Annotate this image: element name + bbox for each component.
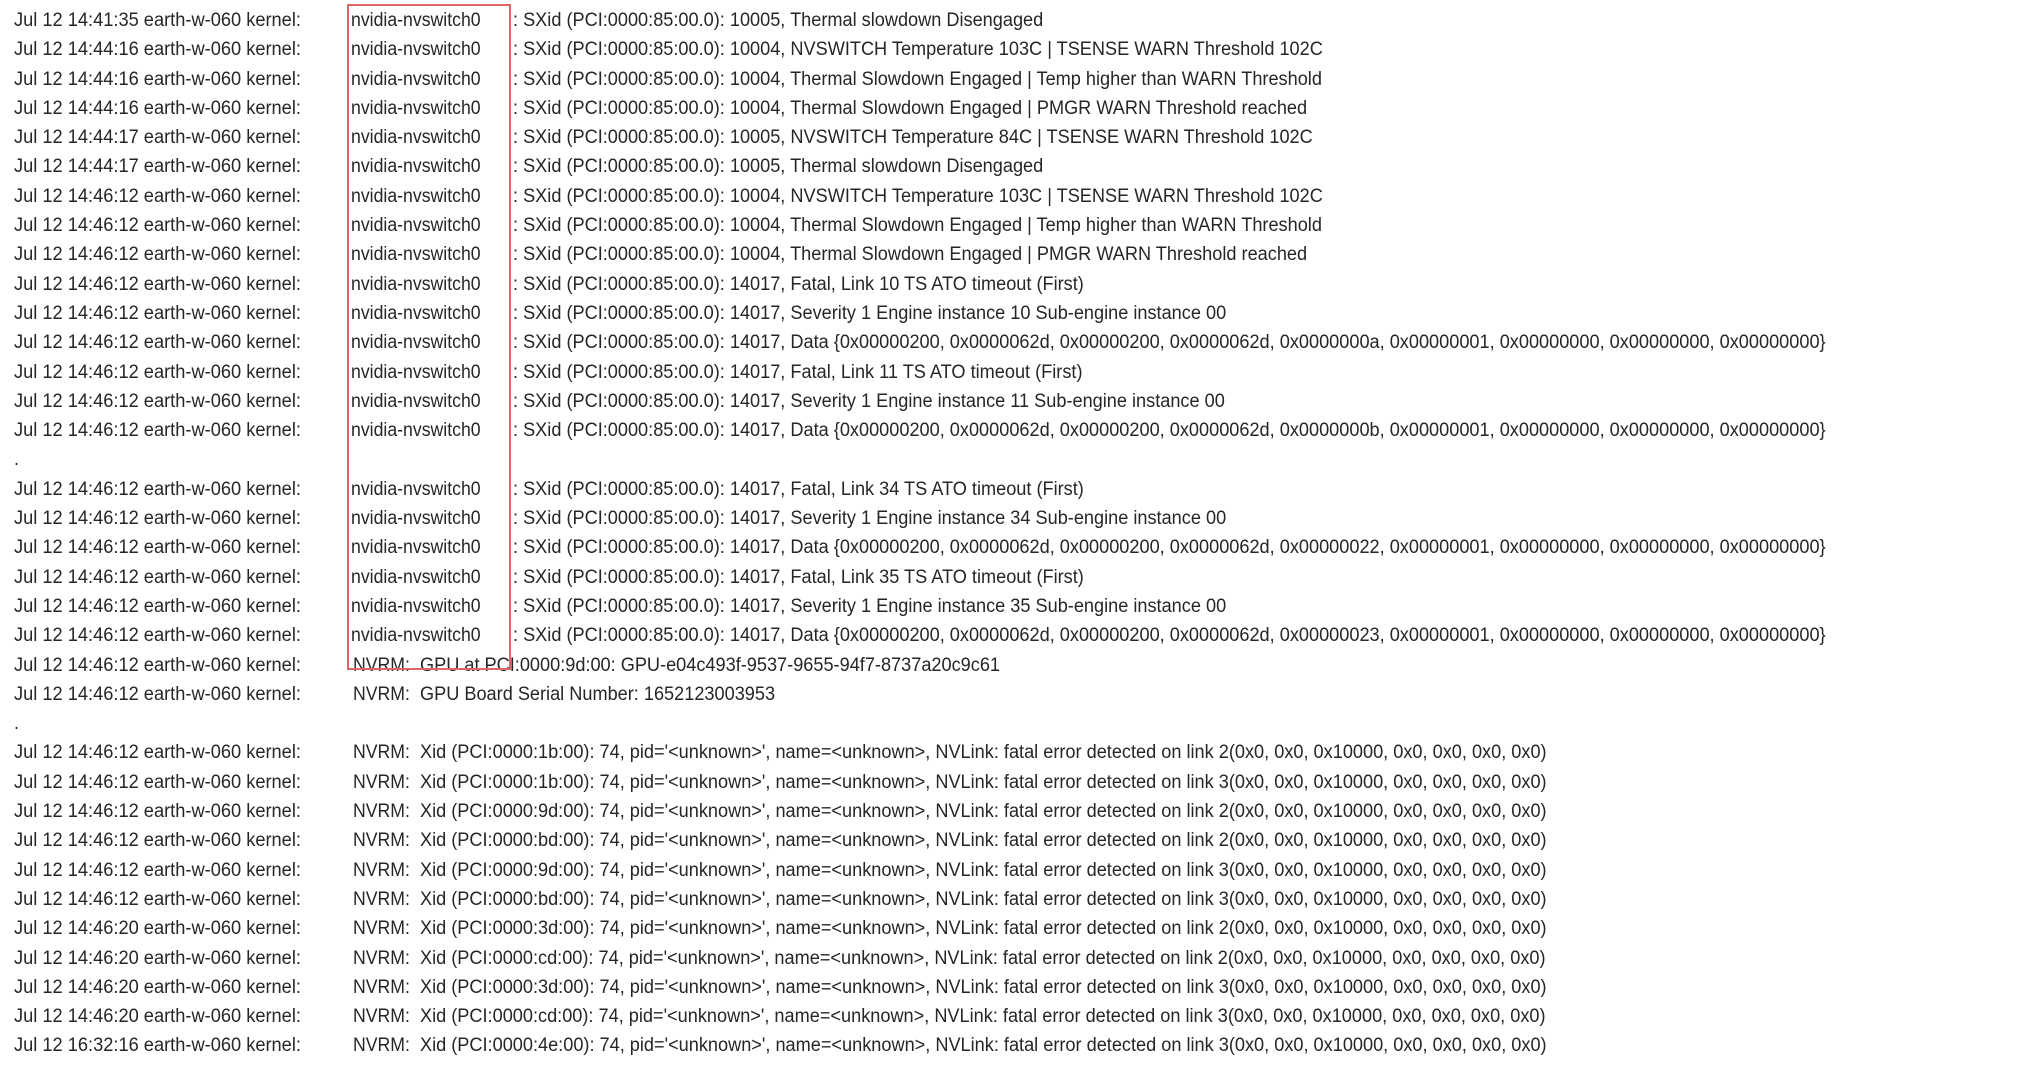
log-line-source (347, 416, 513, 445)
log-line-source (347, 885, 420, 914)
log-line-source (347, 270, 513, 299)
log-line-message-text: Xid (PCI:0000:3d:00): 74, pid='<unknown>', name=<unknown>, NVLink: fatal error detected on link 2(0x0, 0x0, 0x10000, 0x0, 0x0, 0x0, 0x0) (420, 918, 1547, 940)
log-line-message-text: Xid (PCI:0000:9d:00): 74, pid='<unknown>', name=<unknown>, NVLink: fatal error detected on link 3(0x0, 0x0, 0x10000, 0x0, 0x0, 0x0, 0x0) (420, 859, 1547, 881)
log-line-source (347, 387, 513, 416)
log-line-message-text: : SXid (PCI:0000:85:00.0): 14017, Severity 1 Engine instance 35 Sub-engine instance 00 (513, 595, 1227, 617)
log-separator (14, 445, 1887, 474)
log-line (14, 270, 1887, 299)
log-line-message (513, 475, 1111, 504)
log-line-source (347, 973, 420, 1002)
log-line-prefix (14, 973, 347, 1002)
log-line-message-text: : SXid (PCI:0000:85:00.0): 10005, NVSWITCH Temperature 84C | TSENSE WARN Threshold 102C (513, 127, 1313, 149)
log-line-prefix (14, 445, 347, 474)
log-line-prefix (14, 944, 347, 973)
log-line (14, 504, 1887, 533)
log-line (14, 621, 1887, 650)
nvswitch-source-label: nvidia-nvswitch0 (351, 156, 481, 178)
nvswitch-source-label: nvidia-nvswitch0 (351, 97, 481, 119)
log-line-prefix (14, 738, 347, 767)
log-line (14, 1031, 1887, 1060)
log-line (14, 182, 1887, 211)
log-line-timestamp-host: Jul 12 14:46:12 earth-w-060 kernel: (14, 859, 301, 881)
log-line-message-text: : SXid (PCI:0000:85:00.0): 14017, Severity 1 Engine instance 34 Sub-engine instance 00 (513, 508, 1227, 530)
log-line-message-text: : SXid (PCI:0000:85:00.0): 14017, Fatal, Link 10 TS ATO timeout (First) (513, 273, 1084, 295)
log-line-message (513, 416, 1887, 445)
log-line-message (420, 1031, 1600, 1060)
log-line-message-text: : SXid (PCI:0000:85:00.0): 10005, Thermal slowdown Disengaged (513, 156, 1044, 178)
log-line-prefix (14, 768, 347, 797)
log-line-timestamp-host: Jul 12 14:46:12 earth-w-060 kernel: (14, 625, 301, 647)
log-line-message (513, 533, 1887, 562)
nvswitch-source-label: nvidia-nvswitch0 (351, 332, 481, 354)
log-line-message (513, 387, 1258, 416)
nvrm-source-label: NVRM: (353, 859, 410, 881)
log-line-source (347, 1031, 420, 1060)
nvrm-source-label: NVRM: (353, 654, 410, 676)
log-line-message (420, 651, 1027, 680)
kernel-log (14, 6, 1887, 1061)
log-line-message (513, 240, 1345, 269)
log-line-message-text: Xid (PCI:0000:9d:00): 74, pid='<unknown>', name=<unknown>, NVLink: fatal error detected on link 2(0x0, 0x0, 0x10000, 0x0, 0x0, 0x0, 0x0) (420, 801, 1547, 823)
log-line-prefix (14, 358, 347, 387)
log-line (14, 533, 1887, 562)
log-line-message (513, 94, 1345, 123)
log-line-prefix (14, 1002, 347, 1031)
log-line-prefix (14, 65, 347, 94)
log-line (14, 680, 1887, 709)
log-line-source (347, 944, 420, 973)
log-line-prefix (14, 1031, 347, 1060)
nvswitch-source-label: nvidia-nvswitch0 (351, 68, 481, 90)
log-line-message (513, 621, 1887, 650)
log-line-timestamp-host: Jul 12 14:41:35 earth-w-060 kernel: (14, 10, 301, 31)
log-line-message (513, 358, 1109, 387)
log-line-message (513, 299, 1260, 328)
log-line-prefix (14, 387, 347, 416)
log-line-prefix (14, 123, 347, 152)
nvswitch-source-label: nvidia-nvswitch0 (351, 625, 481, 647)
log-line-timestamp-host: Jul 12 14:46:12 earth-w-060 kernel: (14, 332, 301, 354)
log-line-message (420, 680, 792, 709)
log-line-message (420, 826, 1600, 855)
log-line-source (347, 563, 513, 592)
log-line-message-text: : SXid (PCI:0000:85:00.0): 14017, Severity 1 Engine instance 11 Sub-engine instance 00 (513, 390, 1225, 412)
log-line-prefix (14, 152, 347, 181)
nvrm-source-label: NVRM: (353, 1006, 410, 1028)
log-line (14, 387, 1887, 416)
log-line-source (347, 123, 513, 152)
log-line-prefix (14, 651, 347, 680)
log-line-message-text: : SXid (PCI:0000:85:00.0): 14017, Fatal, Link 11 TS ATO timeout (First) (513, 361, 1083, 383)
log-line (14, 1002, 1887, 1031)
log-line-prefix (14, 856, 347, 885)
log-line (14, 123, 1887, 152)
nvswitch-source-label: nvidia-nvswitch0 (351, 215, 481, 237)
log-line-prefix (14, 680, 347, 709)
nvrm-source-label: NVRM: (353, 918, 410, 940)
log-line-message-text: : SXid (PCI:0000:85:00.0): 10004, Thermal Slowdown Engaged | PMGR WARN Threshold reached (513, 97, 1308, 119)
log-line-message-text: GPU Board Serial Number: 1652123003953 (420, 683, 776, 705)
log-line-message (513, 328, 1887, 357)
log-line (14, 563, 1887, 592)
nvswitch-source-label: nvidia-nvswitch0 (351, 478, 481, 500)
nvswitch-source-label: nvidia-nvswitch0 (351, 244, 481, 266)
log-line-timestamp-host: Jul 12 14:44:17 earth-w-060 kernel: (14, 127, 301, 149)
log-line-message (513, 504, 1260, 533)
log-line-message-text: : SXid (PCI:0000:85:00.0): 14017, Fatal, Link 35 TS ATO timeout (First) (513, 566, 1084, 588)
log-line-message-text: : SXid (PCI:0000:85:00.0): 10005, Thermal slowdown Disengaged (513, 10, 1044, 31)
log-line-timestamp-host: . (14, 713, 20, 735)
log-line-source (347, 738, 420, 767)
log-separator (14, 709, 1887, 738)
log-line (14, 6, 1887, 35)
log-line-prefix (14, 94, 347, 123)
nvrm-source-label: NVRM: (353, 683, 410, 705)
nvswitch-source-label: nvidia-nvswitch0 (351, 273, 481, 295)
log-line-message-text: : SXid (PCI:0000:85:00.0): 14017, Data {0x00000200, 0x0000062d, 0x00000200, 0x0000062d, 0x0000000a, 0x00000001, 0x00000000, 0x00000000, 0x00000000} (513, 332, 1826, 354)
log-line-timestamp-host: Jul 12 14:46:12 earth-w-060 kernel: (14, 537, 301, 559)
log-line (14, 35, 1887, 64)
log-line-source (347, 6, 513, 35)
nvswitch-source-label: nvidia-nvswitch0 (351, 508, 481, 530)
log-line-source (347, 1002, 420, 1031)
log-line (14, 416, 1887, 445)
log-line-prefix (14, 709, 347, 738)
log-line-source (347, 621, 513, 650)
log-line-message-text: Xid (PCI:0000:1b:00): 74, pid='<unknown>', name=<unknown>, NVLink: fatal error detected on link 3(0x0, 0x0, 0x10000, 0x0, 0x0, 0x0, 0x0) (420, 771, 1547, 793)
log-line (14, 738, 1887, 767)
log-line-message (513, 6, 1068, 35)
log-line-source (347, 768, 420, 797)
log-line (14, 856, 1887, 885)
log-line-timestamp-host: Jul 12 14:46:12 earth-w-060 kernel: (14, 244, 301, 266)
log-line-message-text: Xid (PCI:0000:3d:00): 74, pid='<unknown>', name=<unknown>, NVLink: fatal error detected on link 3(0x0, 0x0, 0x10000, 0x0, 0x0, 0x0, 0x0) (420, 976, 1547, 998)
log-line-message-text: Xid (PCI:0000:1b:00): 74, pid='<unknown>', name=<unknown>, NVLink: fatal error detected on link 2(0x0, 0x0, 0x10000, 0x0, 0x0, 0x0, 0x0) (420, 742, 1547, 764)
log-line-message-text: : SXid (PCI:0000:85:00.0): 10004, Thermal Slowdown Engaged | Temp higher than WARN Threshold (513, 215, 1322, 237)
log-line-message (420, 768, 1600, 797)
log-line (14, 475, 1887, 504)
log-line-timestamp-host: Jul 12 14:46:12 earth-w-060 kernel: (14, 683, 301, 705)
log-line (14, 914, 1887, 943)
log-line-message (513, 65, 1360, 94)
log-line-message (513, 123, 1350, 152)
log-line-message-text: : SXid (PCI:0000:85:00.0): 14017, Data {0x00000200, 0x0000062d, 0x00000200, 0x0000062d, 0x00000023, 0x00000001, 0x00000000, 0x00000000, 0x00000000} (513, 625, 1826, 647)
log-line-source (347, 358, 513, 387)
nvswitch-source-label: nvidia-nvswitch0 (351, 302, 481, 324)
log-line-message-text: : SXid (PCI:0000:85:00.0): 10004, NVSWITCH Temperature 103C | TSENSE WARN Threshold 102C (513, 39, 1323, 61)
log-line-prefix (14, 240, 347, 269)
nvrm-source-label: NVRM: (353, 771, 410, 793)
log-line-prefix (14, 592, 347, 621)
nvswitch-source-label: nvidia-nvswitch0 (351, 566, 481, 588)
log-line (14, 328, 1887, 357)
log-line-source (347, 914, 420, 943)
log-line-message (513, 182, 1361, 211)
log-line-message (420, 1002, 1599, 1031)
log-line-prefix (14, 6, 347, 35)
log-line-message-text: : SXid (PCI:0000:85:00.0): 10004, NVSWITCH Temperature 103C | TSENSE WARN Threshold 102C (513, 185, 1323, 207)
log-line-message-text: : SXid (PCI:0000:85:00.0): 14017, Data {0x00000200, 0x0000062d, 0x00000200, 0x0000062d, 0x0000000b, 0x00000001, 0x00000000, 0x00000000, 0x00000000} (513, 420, 1826, 442)
log-line (14, 358, 1887, 387)
log-line (14, 768, 1887, 797)
log-line (14, 65, 1887, 94)
log-line-prefix (14, 35, 347, 64)
log-line-source (347, 240, 513, 269)
log-line-prefix (14, 270, 347, 299)
log-line (14, 797, 1887, 826)
log-line-message (513, 211, 1360, 240)
log-line-timestamp-host: Jul 12 14:46:12 earth-w-060 kernel: (14, 508, 301, 530)
log-line-source (347, 475, 513, 504)
log-line-timestamp-host: Jul 12 14:46:12 earth-w-060 kernel: (14, 273, 301, 295)
log-line-timestamp-host: Jul 12 14:44:16 earth-w-060 kernel: (14, 39, 301, 61)
nvswitch-source-label: nvidia-nvswitch0 (351, 127, 481, 149)
log-line-timestamp-host: Jul 12 14:46:20 earth-w-060 kernel: (14, 918, 301, 940)
log-line-message-text: : SXid (PCI:0000:85:00.0): 14017, Data {0x00000200, 0x0000062d, 0x00000200, 0x0000062d, 0x00000022, 0x00000001, 0x00000000, 0x00000000, 0x00000000} (513, 537, 1826, 559)
nvrm-source-label: NVRM: (353, 830, 410, 852)
nvrm-source-label: NVRM: (353, 801, 410, 823)
log-line-timestamp-host: Jul 12 14:46:12 earth-w-060 kernel: (14, 478, 301, 500)
log-line-prefix (14, 182, 347, 211)
log-line-prefix (14, 914, 347, 943)
log-line-timestamp-host: Jul 12 14:46:12 earth-w-060 kernel: (14, 566, 301, 588)
log-line-source (347, 35, 513, 64)
log-line-message (513, 270, 1111, 299)
log-line-message (513, 563, 1111, 592)
nvrm-source-label: NVRM: (353, 742, 410, 764)
log-line-message (420, 944, 1599, 973)
log-line (14, 885, 1887, 914)
log-line-source (347, 797, 420, 826)
log-line-source (347, 592, 513, 621)
log-line-timestamp-host: Jul 12 14:46:12 earth-w-060 kernel: (14, 390, 301, 412)
nvrm-source-label: NVRM: (353, 947, 410, 969)
log-line-message-text: Xid (PCI:0000:bd:00): 74, pid='<unknown>', name=<unknown>, NVLink: fatal error detected on link 3(0x0, 0x0, 0x10000, 0x0, 0x0, 0x0, 0x0) (420, 888, 1547, 910)
log-line-timestamp-host: Jul 12 14:46:20 earth-w-060 kernel: (14, 947, 301, 969)
log-line-timestamp-host: Jul 12 14:46:12 earth-w-060 kernel: (14, 361, 301, 383)
log-line-source (347, 182, 513, 211)
log-line-timestamp-host: Jul 12 14:46:12 earth-w-060 kernel: (14, 654, 301, 676)
log-line (14, 973, 1887, 1002)
nvswitch-source-label: nvidia-nvswitch0 (351, 10, 481, 31)
log-line-prefix (14, 885, 347, 914)
nvswitch-source-label: nvidia-nvswitch0 (351, 595, 481, 617)
log-line-prefix (14, 328, 347, 357)
nvrm-source-label: NVRM: (353, 976, 410, 998)
log-line-timestamp-host: Jul 12 14:46:12 earth-w-060 kernel: (14, 888, 301, 910)
nvswitch-source-label: nvidia-nvswitch0 (351, 39, 481, 61)
log-line-timestamp-host: Jul 12 14:44:16 earth-w-060 kernel: (14, 97, 301, 119)
log-line (14, 94, 1887, 123)
log-line-message-text: Xid (PCI:0000:4e:00): 74, pid='<unknown>', name=<unknown>, NVLink: fatal error detected on link 3(0x0, 0x0, 0x10000, 0x0, 0x0, 0x0, 0x0) (420, 1035, 1547, 1057)
log-line-prefix (14, 797, 347, 826)
log-line-timestamp-host: Jul 12 14:46:12 earth-w-060 kernel: (14, 420, 301, 442)
log-line-message-text: : SXid (PCI:0000:85:00.0): 10004, Thermal Slowdown Engaged | Temp higher than WARN Threshold (513, 68, 1322, 90)
log-line-timestamp-host: Jul 12 14:46:12 earth-w-060 kernel: (14, 595, 301, 617)
log-line-message-text: : SXid (PCI:0000:85:00.0): 14017, Severity 1 Engine instance 10 Sub-engine instance 00 (513, 302, 1227, 324)
nvrm-source-label: NVRM: (353, 888, 410, 910)
log-line-message-text: GPU at PCI:0000:9d:00: GPU-e04c493f-9537-9655-94f7-8737a20c9c61 (420, 654, 1001, 676)
nvswitch-source-label: nvidia-nvswitch0 (351, 185, 481, 207)
log-line-prefix (14, 299, 347, 328)
log-line-message (420, 885, 1600, 914)
log-line-timestamp-host: Jul 12 14:46:20 earth-w-060 kernel: (14, 976, 301, 998)
log-line (14, 651, 1887, 680)
log-line (14, 152, 1887, 181)
log-line-source (347, 826, 420, 855)
log-line-source (347, 504, 513, 533)
log-line-message (513, 592, 1260, 621)
log-line-prefix (14, 504, 347, 533)
log-line-source (347, 211, 513, 240)
nvswitch-source-label: nvidia-nvswitch0 (351, 420, 481, 442)
log-line (14, 240, 1887, 269)
log-line-timestamp-host: Jul 12 14:44:17 earth-w-060 kernel: (14, 156, 301, 178)
log-line-source (347, 856, 420, 885)
log-line-message (513, 152, 1068, 181)
log-line-source (347, 533, 513, 562)
nvswitch-source-label: nvidia-nvswitch0 (351, 361, 481, 383)
log-line-prefix (14, 563, 347, 592)
log-line-message (420, 797, 1600, 826)
log-line-message-text: : SXid (PCI:0000:85:00.0): 10004, Thermal Slowdown Engaged | PMGR WARN Threshold reached (513, 244, 1308, 266)
log-line-timestamp-host: Jul 12 14:46:20 earth-w-060 kernel: (14, 1006, 301, 1028)
log-line-source (347, 651, 420, 680)
nvswitch-source-label: nvidia-nvswitch0 (351, 537, 481, 559)
log-line-message-text: Xid (PCI:0000:cd:00): 74, pid='<unknown>', name=<unknown>, NVLink: fatal error detected on link 2(0x0, 0x0, 0x10000, 0x0, 0x0, 0x0, 0x0) (420, 947, 1546, 969)
log-line-timestamp-host: Jul 12 14:46:12 earth-w-060 kernel: (14, 215, 301, 237)
log-line-timestamp-host: Jul 12 14:46:12 earth-w-060 kernel: (14, 771, 301, 793)
log-line (14, 826, 1887, 855)
log-line-message (420, 738, 1600, 767)
log-line (14, 944, 1887, 973)
log-line-timestamp-host: Jul 12 14:46:12 earth-w-060 kernel: (14, 742, 301, 764)
nvrm-source-label: NVRM: (353, 1035, 410, 1057)
log-line (14, 592, 1887, 621)
log-line-prefix (14, 533, 347, 562)
log-line-timestamp-host: Jul 12 14:46:12 earth-w-060 kernel: (14, 302, 301, 324)
log-line-timestamp-host: Jul 12 16:32:16 earth-w-060 kernel: (14, 1035, 301, 1057)
log-line-message-text: : SXid (PCI:0000:85:00.0): 14017, Fatal, Link 34 TS ATO timeout (First) (513, 478, 1084, 500)
log-line-message (420, 914, 1600, 943)
log-line-timestamp-host: Jul 12 14:46:12 earth-w-060 kernel: (14, 185, 301, 207)
log-line-timestamp-host: Jul 12 14:46:12 earth-w-060 kernel: (14, 801, 301, 823)
log-line-timestamp-host: . (14, 449, 20, 471)
log-line-source (347, 65, 513, 94)
log-line-prefix (14, 211, 347, 240)
log-line-timestamp-host: Jul 12 14:44:16 earth-w-060 kernel: (14, 68, 301, 90)
log-line-prefix (14, 826, 347, 855)
log-line-message-text: Xid (PCI:0000:cd:00): 74, pid='<unknown>', name=<unknown>, NVLink: fatal error detected on link 3(0x0, 0x0, 0x10000, 0x0, 0x0, 0x0, 0x0) (420, 1006, 1546, 1028)
log-line-message (513, 35, 1361, 64)
log-line-message (420, 973, 1600, 1002)
log-line (14, 299, 1887, 328)
log-line-source (347, 328, 513, 357)
log-line-message (420, 856, 1600, 885)
log-line-prefix (14, 416, 347, 445)
log-line-timestamp-host: Jul 12 14:46:12 earth-w-060 kernel: (14, 830, 301, 852)
log-line-prefix (14, 475, 347, 504)
log-line-message-text: Xid (PCI:0000:bd:00): 74, pid='<unknown>', name=<unknown>, NVLink: fatal error detected on link 2(0x0, 0x0, 0x10000, 0x0, 0x0, 0x0, 0x0) (420, 830, 1547, 852)
log-line (14, 211, 1887, 240)
log-line-source (347, 152, 513, 181)
log-line-prefix (14, 621, 347, 650)
log-line-source (347, 680, 420, 709)
log-line-source (347, 94, 513, 123)
log-line-source (347, 299, 513, 328)
nvswitch-source-label: nvidia-nvswitch0 (351, 390, 481, 412)
